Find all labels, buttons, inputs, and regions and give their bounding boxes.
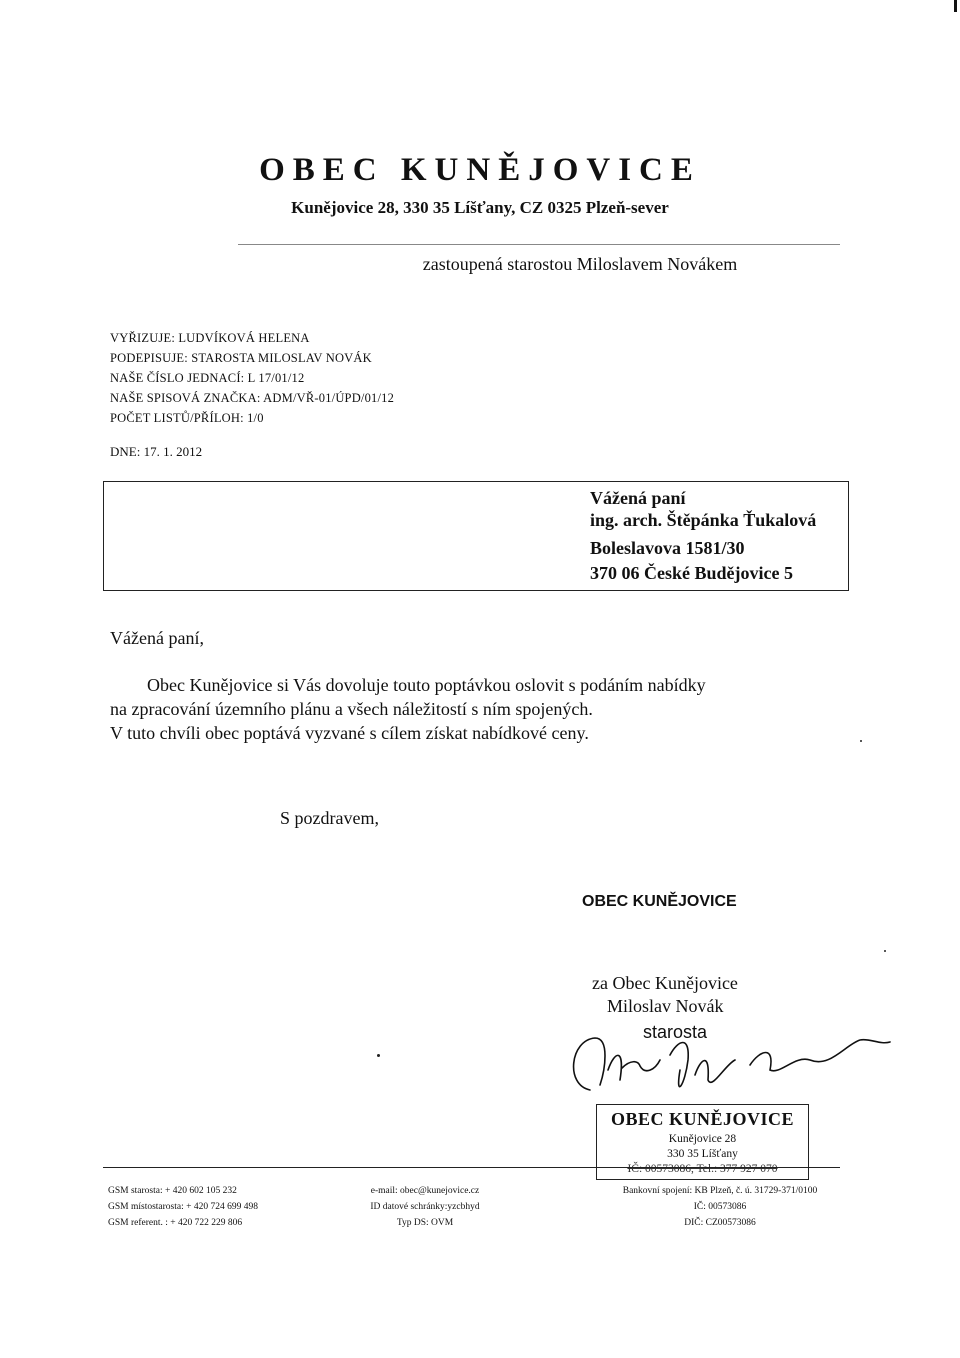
header-divider [238,244,840,245]
meta-signed-by: PODEPISUJE: STAROSTA MILOSLAV NOVÁK [110,351,372,365]
signature-organization: OBEC KUNĚJOVICE [582,893,737,910]
meta-sheet-count: POČET LISTŮ/PŘÍLOH: 1/0 [110,411,264,425]
footer-dic: DIČ: CZ00573086 [684,1218,756,1228]
footer-ico: IČ: 00573086 [693,1202,747,1212]
footer-phone: GSM starosta: + 420 602 105 232 [108,1186,237,1196]
footer-phone: GSM místostarosta: + 420 724 699 498 [108,1202,258,1212]
municipality-stamp [596,1104,809,1180]
scan-speck [860,740,862,742]
represented-by: zastoupená starostou Miloslavem Novákem [422,254,738,274]
municipality-address: Kunějovice 28, 330 35 Líšťany, CZ 0325 Plzeň-sever [291,198,669,217]
footer-data-box-type: Typ DS: OVM [396,1218,454,1228]
municipality-title: OBEC KUNĚJOVICE [259,152,701,188]
stamp-address-line: 330 35 Líšťany [667,1148,738,1160]
letter-closing: S pozdravem, [280,808,379,828]
meta-handled-by: VYŘIZUJE: LUDVÍKOVÁ HELENA [110,331,310,345]
letter-body-line: na zpracování územního plánu a všech náležitostí s ním spojených. [110,699,593,719]
stamp-contact-line: IČ: 00573086, Tel.: 377 927 070 [627,1163,778,1175]
signatory-name: Miloslav Novák [607,996,724,1016]
letter-date: DNE: 17. 1. 2012 [110,444,203,459]
footer-data-box-id: ID datové schránky:yzcbhyd [370,1202,480,1212]
footer-divider [103,1167,840,1168]
recipient-street: Boleslavova 1581/30 [590,538,745,558]
signatory-role: starosta [643,1022,708,1042]
footer-phone: GSM referent. : + 420 722 229 806 [108,1218,243,1228]
scan-edge-mark [954,0,957,12]
handwritten-signature [560,1030,900,1110]
recipient-city: 370 06 České Budějovice 5 [590,563,793,583]
footer-email: e-mail: obec@kunejovice.cz [370,1186,480,1196]
footer-bank-account: Bankovní spojení: KB Plzeň, č. ú. 31729-371/0100 [622,1186,818,1196]
recipient-name: ing. arch. Štěpánka Ťukalová [590,510,817,530]
letter-salutation: Vážená paní, [110,628,204,648]
meta-reference-number: NAŠE ČÍSLO JEDNACÍ: L 17/01/12 [110,371,305,385]
stamp-address-line: Kunějovice 28 [668,1133,737,1145]
stamp-name: OBEC KUNĚJOVICE [610,1109,795,1129]
recipient-greeting: Vážená paní [590,488,686,508]
scan-speck [884,950,886,952]
meta-file-mark: NAŠE SPISOVÁ ZNAČKA: ADM/VŘ-01/ÚPD/01/12 [110,391,395,405]
signature-on-behalf: za Obec Kunějovice [592,973,738,993]
letter-body-line: Obec Kunějovice si Vás dovoluje touto poptávkou oslovit s podáním nabídky [147,675,706,695]
letter-body-line: V tuto chvíli obec poptává vyzvané s cílem získat nabídkové ceny. [110,723,589,743]
scan-speck [377,1054,380,1057]
